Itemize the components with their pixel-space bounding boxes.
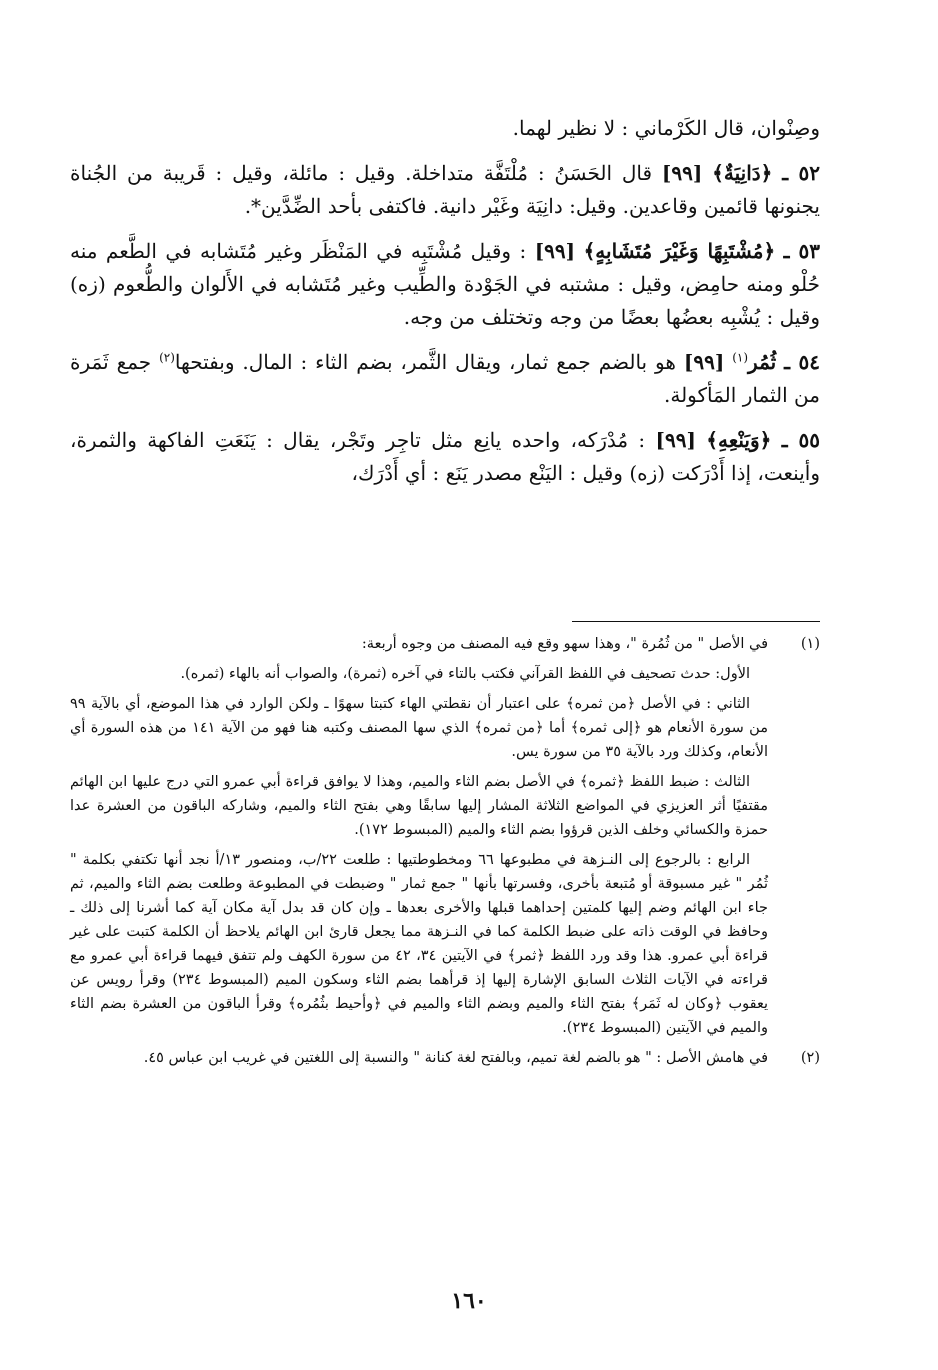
footnote-paragraph: الثالث : ضبط اللفظ ﴿ثمره﴾ في الأصل بضم الثاء والميم، وهذا لا يوافق قراءة أبي عمرو التي درج عليها ابن الهائم مقتفيًا أثر العزيزي في المواضع الثلاثة المشار إليها سابقًا وهي بفتح الثاء والميم، وشاركه الباقون من العشرة عدا حمزة والكسائي وخلف الذين قرؤوا بضم الثاء والميم (المبسوط ١٧٢).	[70, 774, 768, 838]
footnote-paragraph: الثاني : في الأصل ﴿من ثمره﴾ على اعتبار أن نقطتي الهاء كتبتا سهوًا ـ ولكن الوارد في هذا الموضع، أي بالآية ٩٩ من سورة الأنعام هو ﴿إلى ثمره﴾ أما ﴿من ثمره﴾ الذي سها المصنف وكتبه هنا فهو من الآية ١٤١ من هذه السورة أي الأنعام، وكذلك ورد بالآية ٣٥ من سورة يس.	[70, 696, 768, 760]
verse-ref: [٩٩]	[683, 350, 725, 374]
entry-number: ٥٣ ـ	[783, 239, 821, 263]
footnote-1	[70, 632, 820, 1040]
footnote-ref-2[interactable]: (٢)	[159, 350, 175, 365]
entry-text: : وقيل مُشْتَبِه في المَنْظَر وغير مُتَشابه في الطَّعم منه حُلْو ومنه حامِض، وقيل : مشتبه في الجَوْدة والطِّيب وغير مُتَشابه في الأَلوان والطُّعوم (زه) وقيل : يُشْبِه بعضُها بعضًا من وجه وتختلف من وجه.	[70, 239, 820, 329]
verse-ref: [٩٩]	[534, 239, 576, 263]
entry-text: : مُدْرَكه، واحده يانِع مثل تاجِر وتَجْر، يقال : يَنَعَتِ الفاكهة والثمرة، وأينعت، إذا أَدْرَكت (زه) وقيل : اليَنْع مصدر يَنَع : أي أَدْرَك،	[70, 428, 820, 485]
footnote-paragraph: الرابع : بالرجوع إلى النـزهة في مطبوعها ٦٦ ومخطوطتيها : طلعت ٢٢/ب، ومنصور ١٣/أ نجد أنها تكتفي بكلمة " ثُمُر " غير مسبوقة أو مُتبعة بأخرى، وفسرتها بأنها " جمع ثمار " وضبطت في المطبوعة وطلعت بضم الثاء والميم، ثم جاء ابن الهائم وضم إليها كلمتين إحداهما قبلها والأخرى بعدها ـ وإن كان قد بدل آية مكان آية كما أشرنا إلى ذلك ـ وحافظ في الوقت ذاته على ضبط الكلمة كما في النـزهة مما يجعل قارئ ابن الهائم يلاحظ أن الكلمة كتبت على غير قراءة أبي عمرو. هذا وقد ورد اللفظ ﴿ثمر﴾ في الآيتين ٣٤، ٤٢ من سورة الكهف ولم تتفق فيهما قراءة أبي عمرو مع قراءته في الآيات الثلاث السابق الإشارة إليها إذ قرأهما بضم الثاء وسكون الميم (المبسوط ٢٣٤) وقرأ رويس عن يعقوب ﴿وكان له ثَمَر﴾ بفتح الثاء والميم وبضم الثاء والميم في ﴿وأحيط بثُمُره﴾ وقرأ الباقون من العشرة بضم الثاء والميم في الآيتين (المبسوط ٢٣٤).	[70, 852, 768, 1036]
entry-53	[70, 235, 820, 334]
footnote-2	[70, 1046, 820, 1070]
page-number: ١٦٠	[451, 1288, 487, 1314]
entry-text: هو بالضم جمع ثمار، ويقال الثَّمر، بضم الثاء : المال. وبفتحها	[174, 350, 676, 374]
footnote-paragraph: الأول: حدث تصحيف في اللفظ القرآني فكتب بالتاء في آخره (ثمرة)، والصواب أنه بالهاء (ثمره).	[180, 666, 750, 682]
entry-number: ٥٥ ـ	[781, 428, 820, 452]
entry-word: ﴿مُشْتَبِهًا وَغَيْرَ مُتَشَابِهٍ﴾	[583, 239, 776, 263]
entry-word: ثُمُر	[748, 350, 777, 374]
main-text	[70, 112, 820, 490]
footnotes	[70, 632, 820, 1076]
footnote-paragraph: في هامش الأصل : " هو بالضم لغة تميم، وبالفتح لغة كنانة " والنسبة إلى اللغتين في غريب ابن عباس ٤٥.	[143, 1050, 768, 1066]
entry-54	[70, 346, 820, 412]
footnote-number: (١)	[800, 636, 820, 652]
footnote-number: (٢)	[800, 1050, 820, 1066]
entry-text: قال الحَسَنُ : مُلْتَفَّة متداخلة. وقيل : مائلة، وقيل : قَريبة من الجُناة يجنونها قائمين وقاعدين. وقيل: دانِيَة وغَيْر دانية. فاكتفى بأحد الضِّدَّين*.	[70, 161, 820, 218]
footnote-paragraph: في الأصل " من ثُمُرة "، وهذا سهو وقع فيه المصنف من وجوه أربعة:	[361, 636, 768, 652]
intro-line: وصِنْوان، قال الكَرْماني : لا نظير لهما.	[512, 116, 820, 140]
footnote-separator	[572, 621, 820, 622]
entry-text-cont: جمع ثَمَرة من الثمار المَأكولة.	[70, 350, 820, 407]
verse-ref: [٩٩]	[661, 161, 703, 185]
entry-word: ﴿دَانِيَةٌ﴾	[712, 161, 773, 185]
verse-ref: [٩٩]	[655, 428, 696, 452]
footnote-ref-1[interactable]: (١)	[732, 350, 749, 365]
entry-word: ﴿وَيَنْعِهِ﴾	[706, 428, 772, 452]
entry-number: ٥٢ ـ	[782, 161, 821, 185]
entry-52	[70, 157, 820, 223]
entry-55	[70, 424, 820, 490]
entry-number: ٥٤ ـ	[784, 350, 820, 374]
